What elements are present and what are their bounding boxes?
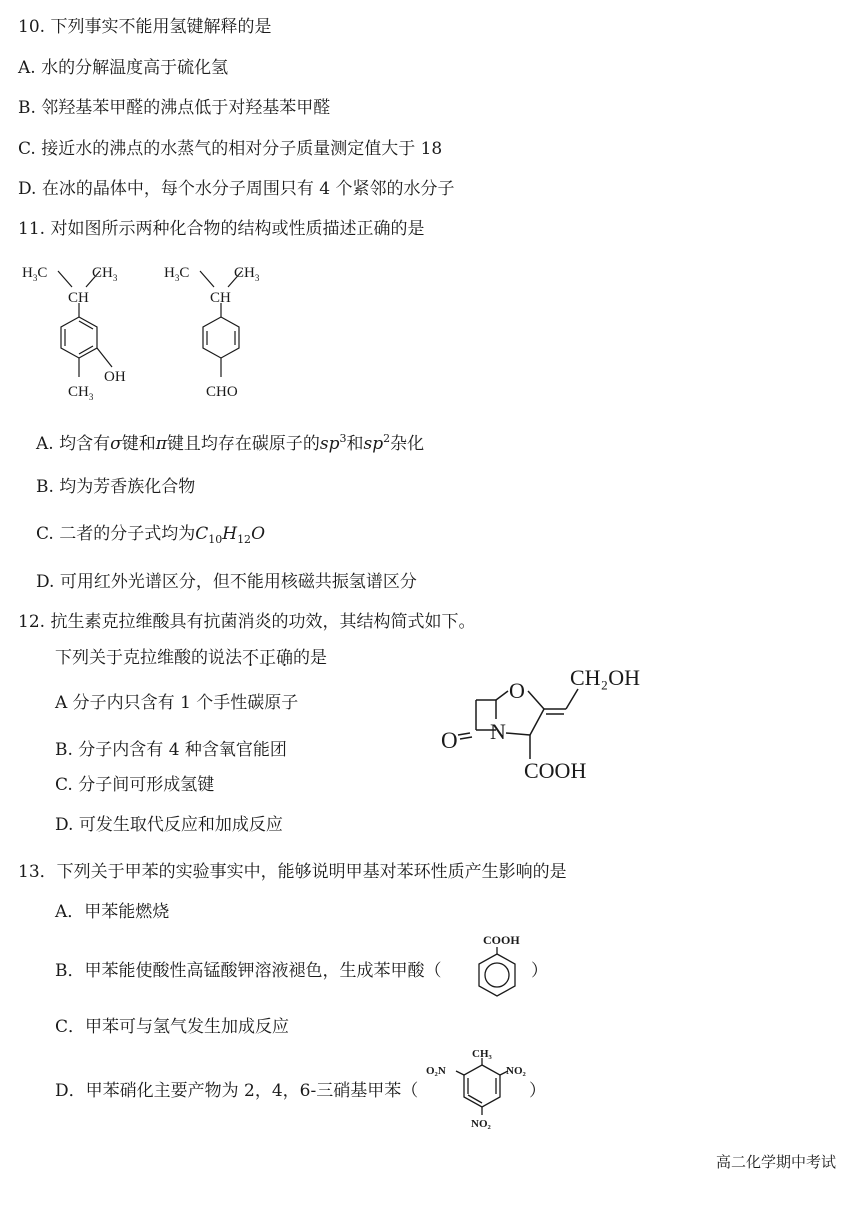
q13-benzoic-acid-structure: [462, 930, 532, 1005]
q11-s1-ch3: $CH_3$: [92, 265, 118, 283]
q11-structure-1: [20, 255, 150, 410]
q12-carbonyl-o: O: [441, 728, 458, 753]
q11-stem: 11. 对如图所示两种化合物的结构或性质描述正确的是: [18, 219, 425, 239]
q11-s2-ch: CH: [210, 290, 231, 306]
q10-option-b: B. 邻羟基苯甲醛的沸点低于对羟基苯甲醛: [18, 98, 331, 118]
q12-cooh: COOH: [524, 758, 587, 783]
q11-s2-cho: CHO: [206, 384, 238, 400]
q12-ring-o: O: [509, 678, 525, 703]
q12-option-d: D. 可发生取代反应和加成反应: [55, 815, 283, 835]
q11-s1-oh: OH: [104, 369, 126, 385]
q13-option-d: D．甲苯硝化主要产物为 2，4，6-三硝基甲苯（: [55, 1081, 419, 1101]
q11-s1-ch3-bottom: $CH_3$: [68, 384, 94, 402]
q11-s2-ch3: $CH_3$: [234, 265, 260, 283]
q11-option-a: A. 均含有σ键和π键且均存在碳原子的$sp^3$和$sp^2$杂化: [36, 432, 425, 454]
q13-option-b: B．甲苯能使酸性高锰酸钾溶液褪色，生成苯甲酸（: [55, 961, 442, 981]
q10-stem: 10. 下列事实不能用氢键解释的是: [18, 17, 272, 37]
q11-option-b: B. 均为芳香族化合物: [36, 477, 196, 497]
q13-benzoic-cooh: COOH: [483, 933, 520, 947]
q11-s2-h3c: $H_3C$: [164, 265, 190, 283]
q10-option-c: C. 接近水的沸点的水蒸气的相对分子质量测定值大于 18: [18, 139, 443, 159]
q10-option-d: D. 在冰的晶体中，每个水分子周围只有 4 个紧邻的水分子: [18, 179, 455, 199]
q13-option-c: C．甲苯可与氢气发生加成反应: [55, 1017, 290, 1037]
q12-option-a: A 分子内只含有 1 个手性碳原子: [55, 693, 299, 713]
q11-structure-2: [162, 255, 282, 410]
q12-substem: 下列关于克拉维酸的说法不正确的是: [55, 648, 327, 668]
q13-option-b-close: ）: [531, 961, 548, 981]
page-footer: 高二化学期中考试: [715, 1153, 836, 1171]
q12-option-b: B. 分子内含有 4 种含氧官能团: [55, 740, 287, 760]
q12-option-c: C. 分子间可形成氢键: [55, 775, 215, 795]
q13-stem: 13．下列关于甲苯的实验事实中，能够说明甲基对苯环性质产生影响的是: [18, 862, 567, 882]
q13-tnt-no2-right: NO₂: [506, 1065, 526, 1077]
q13-tnt-no2-bottom: NO₂: [471, 1118, 491, 1130]
q13-option-a: A．甲苯能燃烧: [55, 902, 170, 922]
q12-ch2oh: CH₂OH: [570, 665, 641, 690]
q13-tnt-structure: [426, 1045, 536, 1133]
q13-option-d-close: ）: [529, 1081, 546, 1101]
q12-stem: 12. 抗生素克拉维酸具有抗菌消炎的功效，其结构简式如下。: [18, 612, 476, 632]
q11-s1-h3c: $H_3C$: [22, 265, 48, 283]
q13-tnt-ch3: CH₃: [472, 1048, 492, 1060]
q12-ring-n: N: [490, 719, 506, 744]
q12-clavulanic-acid-structure: [436, 655, 666, 790]
q11-option-c: C. 二者的分子式均为$C_{10}H_{12}O$: [36, 524, 265, 546]
q11-s1-ch: CH: [68, 290, 89, 306]
q11-option-d: D. 可用红外光谱区分，但不能用核磁共振氢谱区分: [36, 572, 417, 592]
q13-tnt-no2-left: O₂N: [426, 1065, 446, 1077]
q10-option-a: A. 水的分解温度高于硫化氢: [18, 58, 229, 78]
